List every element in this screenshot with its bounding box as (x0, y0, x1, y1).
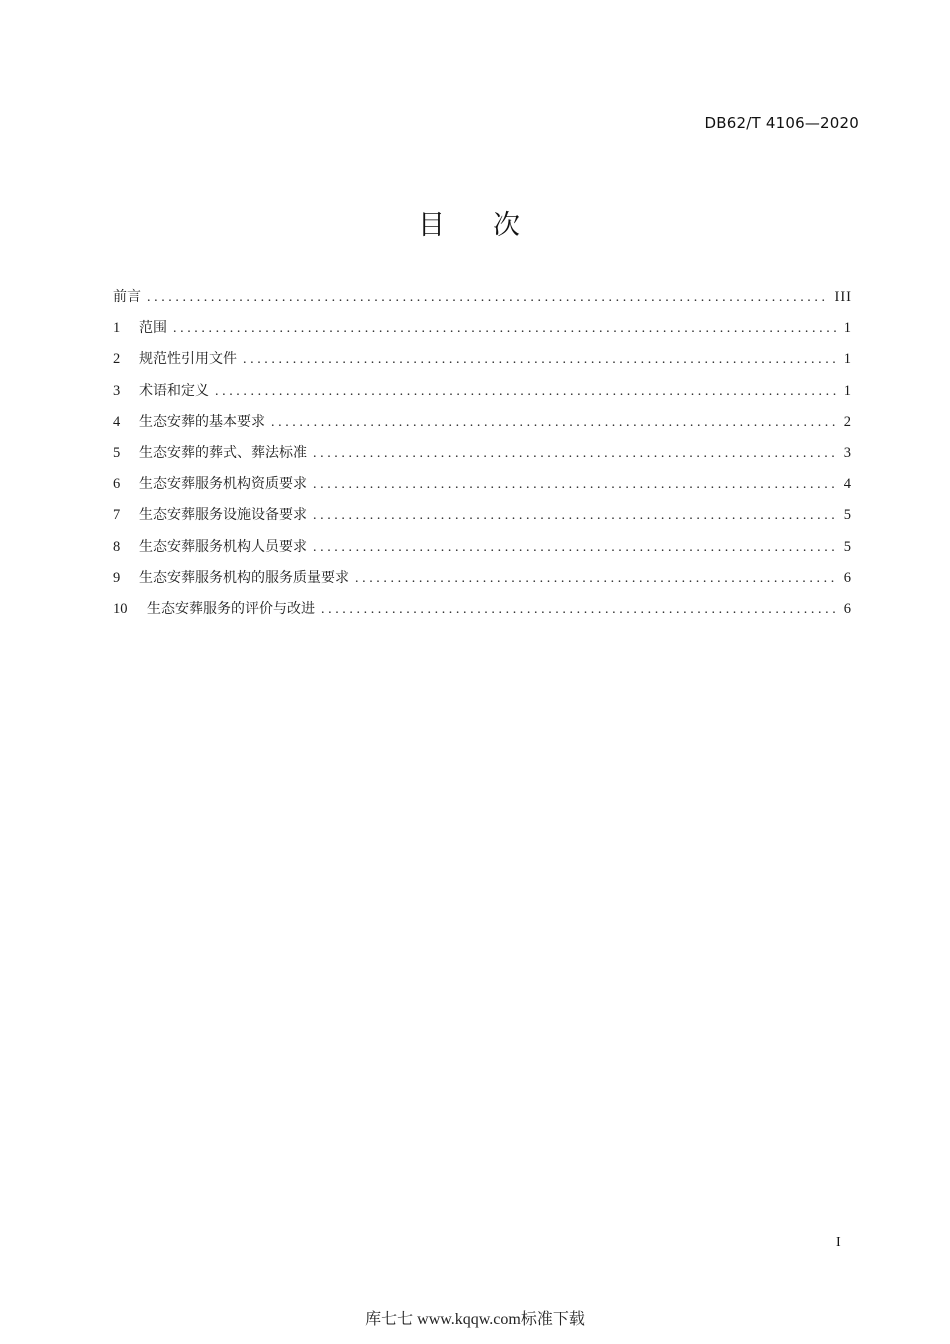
page-number: I (836, 1235, 841, 1250)
toc-entry-label: 生态安葬的基本要求 (139, 413, 265, 430)
toc-leader-dots (321, 594, 836, 625)
toc-entry-label: 生态安葬的葬式、葬法标准 (139, 444, 307, 461)
watermark-text: 库七七 www.kqqw.com标准下载 (365, 1311, 585, 1328)
toc-leader-dots (313, 438, 836, 469)
toc-entry-7[interactable] (113, 500, 852, 531)
toc-entry-number: 6 (113, 476, 121, 493)
toc-entry-label: 生态安葬服务设施设备要求 (139, 507, 307, 524)
toc-entry-3[interactable] (113, 376, 852, 407)
toc-entry-5[interactable] (113, 438, 852, 469)
toc-entry-label: 生态安葬服务机构人员要求 (139, 538, 307, 555)
toc-leader-dots (313, 500, 836, 531)
toc-entry-page: 6 (843, 569, 852, 586)
toc-entry-label: 术语和定义 (139, 382, 209, 399)
toc-entry-6[interactable] (113, 469, 852, 500)
toc-entry-foreword[interactable] (113, 282, 852, 313)
toc-entry-number: 9 (113, 569, 121, 586)
toc-leader-dots (355, 563, 836, 594)
toc-entry-page: 1 (843, 320, 852, 337)
toc-entry-number: 3 (113, 382, 121, 399)
toc-entry-page: 1 (843, 351, 852, 368)
toc-leader-dots (243, 344, 836, 375)
toc-entry-label: 生态安葬服务机构的服务质量要求 (139, 569, 349, 586)
table-of-contents (113, 282, 852, 625)
toc-leader-dots (215, 376, 836, 407)
toc-entry-page: 2 (843, 413, 852, 430)
toc-entry-label: 生态安葬服务机构资质要求 (139, 476, 307, 493)
toc-entry-9[interactable] (113, 563, 852, 594)
toc-entry-page: 6 (843, 600, 852, 617)
toc-entry-number: 10 (113, 600, 128, 617)
toc-entry-label: 前言 (113, 289, 141, 305)
toc-entry-10[interactable] (113, 594, 852, 625)
toc-entry-page: III (834, 289, 852, 305)
toc-entry-1[interactable] (113, 313, 852, 344)
toc-leader-dots (313, 469, 836, 500)
toc-entry-number: 1 (113, 320, 121, 337)
toc-entry-page: 4 (843, 476, 852, 493)
toc-entry-2[interactable] (113, 344, 852, 375)
toc-entry-number: 4 (113, 413, 121, 430)
toc-leader-dots (271, 407, 836, 438)
toc-entry-label: 生态安葬服务的评价与改进 (147, 600, 315, 617)
document-code: DB62/T 4106—2020 (704, 114, 859, 132)
toc-entry-page: 5 (843, 507, 852, 524)
toc-leader-dots (313, 532, 836, 563)
toc-entry-number: 8 (113, 538, 121, 555)
toc-leader-dots (147, 282, 829, 313)
toc-entry-page: 3 (843, 444, 852, 461)
toc-entry-number: 5 (113, 444, 121, 461)
toc-entry-label: 范围 (139, 320, 167, 337)
toc-title: 目次 (418, 210, 568, 241)
toc-entry-8[interactable] (113, 532, 852, 563)
toc-entry-number: 2 (113, 351, 121, 368)
toc-entry-page: 5 (843, 538, 852, 555)
toc-entry-label: 规范性引用文件 (139, 351, 237, 368)
toc-entry-page: 1 (843, 382, 852, 399)
toc-leader-dots (173, 313, 836, 344)
toc-entry-4[interactable] (113, 407, 852, 438)
toc-entry-number: 7 (113, 507, 121, 524)
